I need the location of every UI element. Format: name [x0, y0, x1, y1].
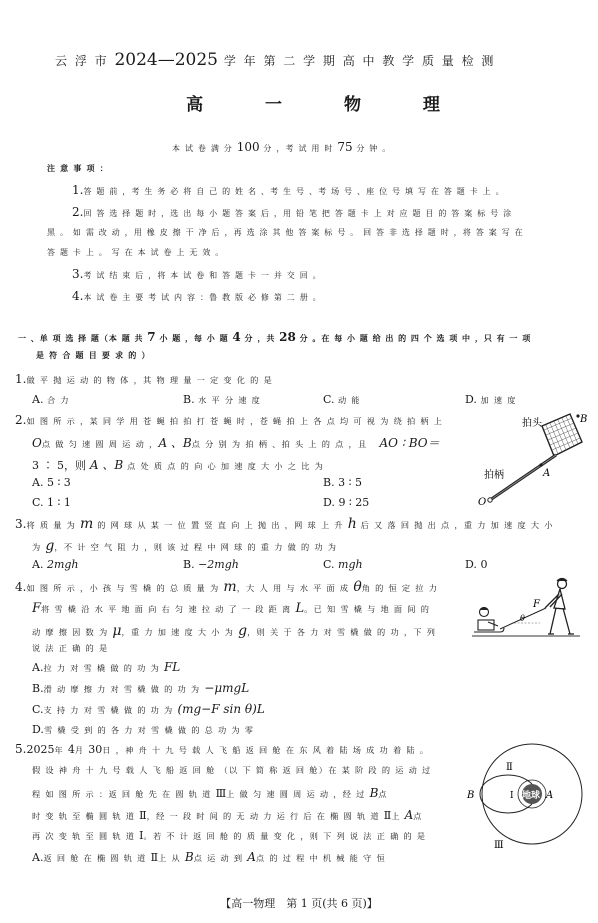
- question-5-line5: 再 次 变 轨 至 圆 轨 道 Ⅰ。若 不 计 返 回 舱 的 质 量 变 化 ，则 下 列 说 法 正 确 的 是: [32, 829, 427, 842]
- label-B: B: [580, 414, 588, 425]
- question-5-stem: 5.2025年 4月 30日 ，神 舟 十 九 号 载 人 飞 船 返 回 舱 在 东 风 着 陆 场 成 功 着 陆 。: [15, 742, 430, 756]
- point-O: [488, 498, 492, 502]
- label-earth: 地球: [522, 791, 541, 801]
- q3-option-d: D. 0: [465, 558, 488, 571]
- q5-option-a: A.返 回 舱 在 椭 圆 轨 道 Ⅱ上 从 B点 运 动 到 A点 的 过 程 中 机 械 能 守 恒: [32, 850, 386, 864]
- question-3-stem: 3.将 质 量 为 m 的 网 球 从 某 一 位 置 竖 直 向 上 抛 出 ，网 球 上 升 h 后 又 落 回 抛 出 点 ，重 力 加 速 度 大 小: [15, 516, 554, 532]
- orbit-figure: [462, 742, 590, 854]
- label-A: A: [543, 468, 551, 479]
- section-1-heading-line2: 是 符 合 题 目 要 求 的 ）: [36, 350, 151, 360]
- question-1-stem: 1.做 平 抛 运 动 的 物 体 ，其 物 理 量 一 定 变 化 的 是: [15, 372, 274, 386]
- label-orbit-I: Ⅰ: [510, 791, 514, 801]
- q3-option-c: C. mgh: [323, 558, 363, 571]
- notice-item-4: 4.本 试 卷 主 要 考 试 内 容 ：鲁 教 版 必 修 第 二 册 。: [72, 289, 322, 303]
- q4-option-d: D.雪 橇 受 到 的 各 力 对 雪 橇 做 的 总 功 为 零: [32, 723, 255, 736]
- city-name: 云 浮 市: [55, 54, 109, 68]
- notice-item-1: 1.答 题 前 ，考 生 务 必 将 自 己 的 姓 名 、考 生 号 、考 场 号 、座 位 号 填 写 在 答 题 卡 上 。: [72, 183, 505, 197]
- point-A: [539, 463, 542, 466]
- question-2-line2: O点 做 匀 速 圆 周 运 动 ，A 、B点 分 别 为 拍 柄 、拍 头 上 的 点 ，且 AO ∶ BO＝: [32, 436, 440, 450]
- label-A: A: [546, 790, 554, 801]
- q2-option-b: B. 3 ∶ 5: [323, 476, 362, 489]
- label-B: B: [467, 790, 475, 801]
- notice-item-2: 2.回 答 选 择 题 时 ，选 出 每 小 题 答 案 后 ，用 铅 笔 把 答 题 卡 上 对 应 题 目 的 答 案 标 号 涂: [72, 205, 513, 219]
- label-orbit-II: Ⅱ: [506, 762, 513, 773]
- q1-option-a: A. 合 力: [32, 393, 70, 406]
- label-orbit-III: Ⅲ: [494, 840, 504, 851]
- question-4-line4: 说 法 正 确 的 是: [32, 643, 109, 653]
- question-2-line3: 3 ∶ 5，则 A 、B 点 处 质 点 的 向 心 加 速 度 大 小 之 比 为: [32, 458, 325, 472]
- sled-figure: [470, 574, 582, 644]
- q1-option-b: B. 水 平 分 速 度: [183, 393, 262, 406]
- q1-option-d: D. 加 速 度: [465, 393, 517, 406]
- exam-title: [55, 50, 495, 70]
- label-O: O: [478, 497, 487, 508]
- page-footer: 【高一物理 第 1 页(共 6 页)】: [220, 897, 378, 910]
- question-5-line2: 假 设 神 舟 十 九 号 载 人 飞 船 返 回 舱 （以 下 简 称 返 回 舱）在 某 阶 段 的 运 动 过: [32, 765, 432, 775]
- question-2-stem: 2.如 图 所 示 ，某 同 学 用 苍 蝇 拍 拍 打 苍 蝇 时 ，苍 蝇 拍 上 各 点 均 可 视 为 绕 拍 柄 上: [15, 413, 444, 427]
- subject-title: 高 一 物 理: [186, 95, 468, 115]
- q3-option-b: B. −2mgh: [183, 558, 239, 571]
- question-4-line3: 动 摩 擦 因 数 为 μ，重 力 加 速 度 大 小 为 g，则 关 于 各 力 对 雪 橇 做 的 功 ，下 列: [32, 623, 437, 639]
- question-3-line2: 为 g，不 计 空 气 阻 力 ，则 该 过 程 中 网 球 的 重 力 做 的 功 为: [32, 538, 338, 554]
- notice-item-3: 3.考 试 结 束 后 ，将 本 试 卷 和 答 题 卡 一 并 交 回 。: [72, 267, 322, 281]
- label-swatter-head: 拍头: [522, 418, 542, 429]
- q2-option-d: D. 9 ∶ 25: [323, 496, 370, 509]
- q4-option-c: C.支 持 力 对 雪 橇 做 的 功 为 (mg−F sin θ)L: [32, 702, 265, 716]
- label-swatter-handle: 拍柄: [484, 470, 504, 481]
- q4-option-a: A.拉 力 对 雪 橇 做 的 功 为 FL: [32, 660, 181, 674]
- q4-option-b: B.滑 动 摩 擦 力 对 雪 橇 做 的 功 为 −μmgL: [32, 681, 250, 695]
- question-5-line3: 程 如 图 所 示 ：返 回 舱 先 在 圆 轨 道 Ⅲ上 做 匀 速 圆 周 运 动 ，经 过 B点: [32, 786, 388, 800]
- exam-name: 学 年 第 二 学 期 高 中 教 学 质 量 检 测: [223, 54, 496, 68]
- label-theta: θ: [520, 614, 525, 623]
- academic-year: 2024—2025: [114, 50, 218, 70]
- exam-info: 本 试 卷 满 分 100 分 ，考 试 用 时 75 分 钟 。: [172, 140, 392, 154]
- notice-item-2-line3: 答 题 卡 上 。 写 在 本 试 卷 上 无 效 。: [47, 248, 225, 257]
- q3-option-a: A. 2mgh: [32, 558, 79, 571]
- question-4-stem: 4.如 图 所 示 ，小 孩 与 雪 橇 的 总 质 量 为 m，大 人 用 与 水 平 面 成 θ角 的 恒 定 拉 力: [15, 579, 439, 595]
- adult-figure: [545, 579, 574, 635]
- sled-child: [474, 608, 504, 633]
- question-5-line4: 时 变 轨 至 椭 圆 轨 道 Ⅱ，经 一 段 时 间 的 无 动 力 运 行 后 在 椭 圆 轨 道 Ⅱ上 A点: [32, 808, 423, 822]
- flyswatter-figure: [470, 408, 588, 510]
- swatter-head: [542, 414, 582, 456]
- notice-heading: 注 意 事 项 ：: [47, 163, 109, 173]
- section-1-heading: 一 、单 项 选 择 题（本 题 共 7 小 题 ，每 小 题 4 分 ，共 28 分 。在 每 小 题 给 出 的 四 个 选 项 中 ，只 有 一 项: [18, 330, 532, 344]
- q2-option-c: C. 1 ∶ 1: [32, 496, 71, 509]
- q1-option-c: C. 动 能: [323, 393, 361, 406]
- label-F: F: [533, 599, 540, 610]
- q2-option-a: A. 5 ∶ 3: [32, 476, 71, 489]
- question-4-line2: F将 雪 橇 沿 水 平 地 面 向 右 匀 速 拉 动 了 一 段 距 离 L。已 知 雪 橇 与 地 面 间 的: [32, 601, 431, 616]
- notice-item-2-line2: 黑 。 如 需 改 动 ，用 橡 皮 擦 干 净 后 ，再 选 涂 其 他 答 案 标 号 。 回 答 非 选 择 题 时 ，将 答 案 写 在: [47, 228, 524, 237]
